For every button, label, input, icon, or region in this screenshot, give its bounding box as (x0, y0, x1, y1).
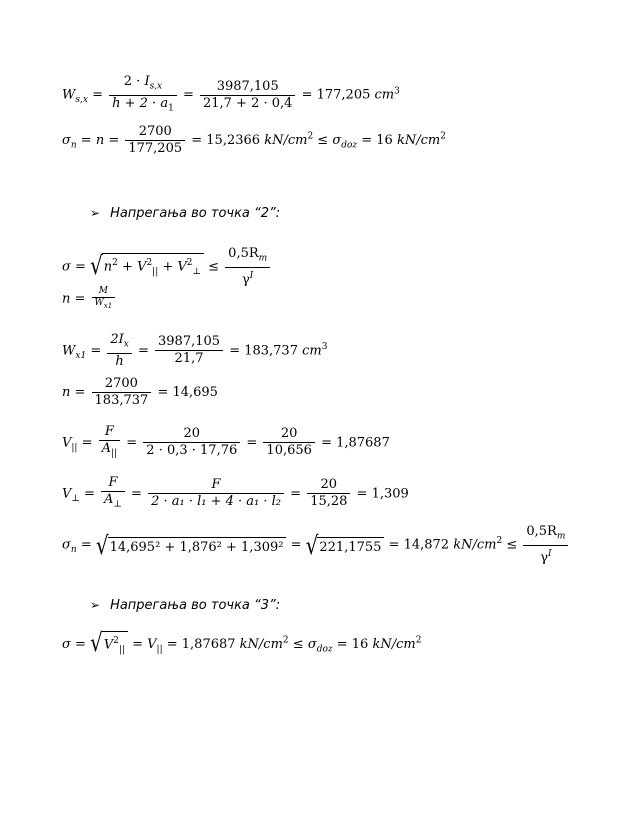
superscript: I (249, 270, 254, 281)
comparison: ≤ σ (313, 133, 342, 148)
denominator: 2 · a₁ · l₁ + 4 · a₁ · l₂ (148, 493, 284, 510)
arrow-bullet-icon: ➢ (90, 598, 101, 612)
subscript: m (258, 253, 268, 264)
fraction (92, 286, 116, 312)
exponent: 2 (282, 635, 289, 646)
fraction (92, 376, 152, 409)
fraction (225, 246, 270, 288)
result-value: = 183,737 (229, 343, 303, 359)
numerator: 0,5R (228, 246, 259, 261)
unit: cm (302, 343, 322, 359)
fraction (307, 477, 350, 510)
subscript: s,x (149, 81, 163, 92)
fraction (107, 332, 131, 370)
denominator: 15,28 (307, 493, 350, 510)
subscript: || (118, 644, 125, 655)
comparison: ≤ (208, 259, 224, 275)
symbol-sigma: σ (62, 133, 71, 148)
denominator: 21,7 + 2 · 0,4 (200, 95, 295, 112)
unit: cm (374, 87, 395, 103)
fraction (155, 334, 223, 367)
lhs: σ = (62, 259, 91, 275)
numerator: F (211, 477, 221, 493)
denominator: 177,205 (125, 140, 185, 157)
exponent: 3 (394, 86, 400, 97)
mid-text: = n = (76, 133, 124, 148)
subscript: || (71, 442, 78, 453)
square-root: $√n^2 + V^2_{||} + V^2_\perp$ (90, 253, 204, 282)
numerator: F (108, 475, 118, 490)
equation-wx1: $W_{x1}$ = $\frac{2I_x}{h}$ = $\frac{3987,105}{21,7}$ = 183,737 $cm^3$ (62, 332, 328, 369)
mid-text: = V (127, 636, 157, 652)
section-heading-point-2 (90, 206, 280, 221)
numerator: 20 (280, 426, 298, 442)
symbol-I: I (144, 74, 150, 89)
equation-n-definition (62, 286, 117, 312)
subscript: ⊥ (113, 499, 122, 510)
denominator: A (104, 492, 114, 507)
exponent: 3 (321, 341, 328, 352)
exponent: 2 (440, 131, 446, 142)
unit: kN/cm (372, 636, 416, 652)
result-value: = 1,87687 (321, 435, 390, 451)
exponent: 2 (186, 258, 193, 269)
num-text: 2 · (123, 74, 145, 89)
subscript: n (70, 140, 77, 151)
subscript: s,x (75, 95, 88, 106)
denominator: 2 · 0,3 · 17,76 (143, 442, 240, 459)
symbol-sigma: σ (62, 537, 71, 553)
subscript: || (156, 644, 163, 655)
equation-sigma-general (62, 246, 272, 288)
subscript: ⊥ (71, 493, 80, 504)
symbol-V: V (62, 486, 72, 502)
allowed-value: = 16 (357, 133, 397, 148)
denominator: A (101, 441, 112, 456)
subscript: || (111, 448, 118, 459)
denominator: 21,7 (155, 350, 223, 367)
comparison: ≤ (502, 537, 522, 553)
denominator: 10,656 (263, 442, 315, 459)
radicand: 221,1755 (317, 537, 384, 556)
symbol-W: W (62, 343, 76, 359)
lhs: n = (62, 385, 90, 400)
arrow-bullet-icon: ➢ (90, 206, 101, 220)
heading-text: Напрегања во точка “2”: (110, 206, 281, 221)
denominator: h (107, 353, 131, 370)
superscript: I (547, 548, 552, 559)
symbol-a: a (160, 95, 169, 111)
denominator: γ (242, 271, 250, 287)
result-value: = 15,2366 (191, 133, 265, 148)
fraction (125, 124, 185, 157)
result-value: = 1,309 (356, 486, 409, 502)
equation-section-modulus: $W_{s,x}$ = $\frac{2 \cdot I_{s,x}}{h + 2 \cdot a_1}$ = $\frac{3987,105}{21,7 + 2 \cdot 0,4}$ = 177,205 $cm^3$ (62, 74, 400, 116)
exponent: 2 (496, 536, 503, 547)
denominator: W (94, 298, 104, 308)
section-heading-point-3 (90, 598, 280, 613)
numerator: 3987,105 (158, 334, 221, 350)
result-value: = 14,872 (384, 537, 454, 553)
subscript: n (70, 545, 77, 556)
comparison: ≤ σ (288, 636, 317, 652)
numerator: 20 (320, 477, 338, 493)
subscript: x1 (75, 350, 87, 361)
denominator: γ (540, 549, 548, 565)
fraction (263, 426, 315, 459)
exponent: 2 (415, 635, 422, 646)
symbol-V: V (62, 435, 72, 451)
numerator: 2I (110, 332, 124, 347)
fraction (101, 475, 125, 513)
subscript: ⊥ (192, 267, 201, 278)
square-root: $√V^2_{||}$ (90, 630, 128, 659)
numerator: M (98, 286, 108, 296)
exponent: 2 (113, 635, 119, 646)
equation-n-value (62, 376, 218, 409)
fraction (109, 74, 177, 116)
heading-text: Напрегања во точка “3”: (110, 598, 281, 613)
unit: kN/cm (264, 133, 308, 148)
equation-sigma-n-1 (62, 124, 446, 157)
denominator: 183,737 (92, 392, 152, 409)
subscript: 1 (168, 103, 174, 114)
result-value: = 14,695 (157, 385, 218, 400)
square-root: √14,695² + 1,876² + 1,309² (96, 533, 287, 557)
den-text: h + 2 · (112, 95, 161, 111)
equation-v-perpendicular: $V_\perp$ = $\frac{F}{A_\perp}$ = $\frac{F}{\text{2 · a₁ · l₁ + 4 · a₁ · l₂}}$ = $\frac{20}{15,28}$ = 1,309 (62, 475, 409, 513)
square-root: √221,1755 (306, 533, 385, 557)
lhs: n = (62, 291, 90, 307)
equation-sigma-n-2: $\sigma_n = √14,695^2 + 1,876^2 + 1,309^2 = √221,1755 = 14,872$ $kN/cm^2$ ≤ $\frac{0,5R_m}{\gamma^I}$ (62, 524, 570, 566)
radicand: V (103, 637, 114, 652)
result-value: = 177,205 (301, 87, 375, 103)
rad-term: + V (117, 259, 147, 275)
numerator: 20 (183, 426, 201, 442)
exponent: 2 (307, 131, 314, 142)
radicand: 14,695² + 1,876² + 1,309² (108, 537, 287, 556)
numerator: 3987,105 (216, 78, 279, 94)
numerator: 2700 (104, 376, 138, 391)
fraction (99, 424, 120, 462)
fraction (200, 79, 295, 112)
rad-n: n (103, 259, 113, 275)
subscript: x1 (103, 301, 113, 310)
numerator: F (104, 424, 114, 439)
equation-sigma-point-3 (62, 627, 422, 659)
subscript: m (556, 531, 566, 542)
subscript: doz (341, 140, 358, 151)
allowed-value: = 16 (332, 636, 373, 652)
fraction (143, 426, 240, 459)
rad-term: + V (158, 259, 187, 275)
result-value: = 1,87687 (162, 636, 240, 652)
equation-v-parallel: $V_{||}$ = $\frac{F}{A_{||}}$ = $\frac{20}{2 \cdot 0,3 \cdot 17,76}$ = $\frac{20}{10,656}$ = 1,87687 (62, 424, 390, 462)
fraction (148, 477, 284, 510)
unit: kN/cm (239, 636, 283, 652)
exponent: 2 (146, 258, 153, 269)
numerator: 0,5R (526, 524, 557, 539)
subscript: doz (316, 644, 333, 655)
numerator: 2700 (138, 124, 172, 139)
unit: kN/cm (396, 133, 441, 148)
lhs: σ = (62, 636, 91, 652)
subscript: x (123, 339, 129, 350)
symbol-W: W (62, 87, 76, 103)
exponent: 2 (112, 258, 118, 269)
fraction (523, 524, 568, 566)
subscript: || (152, 267, 159, 278)
unit: kN/cm (453, 537, 497, 553)
